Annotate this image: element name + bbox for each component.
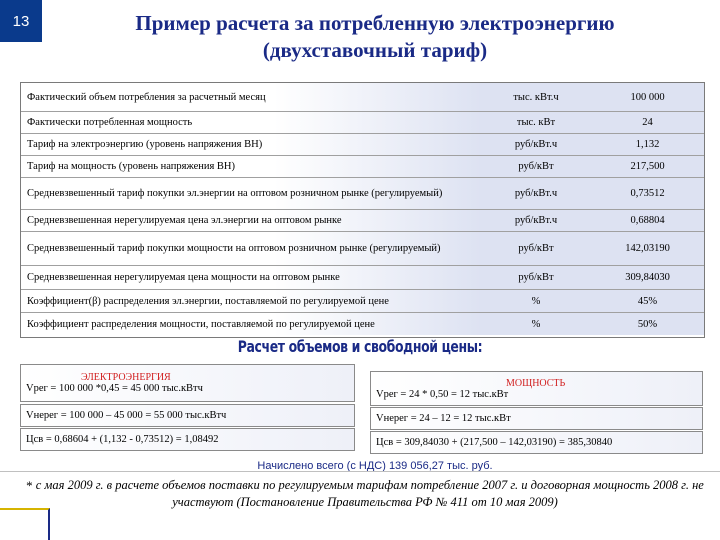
- row-value: 0,73512: [591, 178, 704, 209]
- page-title: [60, 10, 690, 64]
- row-label: Коэффициент распределения мощности, поставляемой по регулируемой цене: [21, 313, 481, 335]
- row-label: Средневзвешенная нерегулируемая цена эл.энергии на оптовом рынке: [21, 210, 481, 231]
- row-label: Тариф на мощность (уровень напряжения ВН): [21, 156, 481, 177]
- footnote-divider: [0, 471, 720, 472]
- row-label: Средневзвешенный тариф покупки эл.энергии на оптовом розничном рынке (регулируемый): [21, 178, 481, 209]
- energy-vreg: Vрег = 100 000 *0,45 = 45 000 тыс.кВтч: [26, 383, 203, 394]
- tariff-table: [20, 82, 705, 338]
- table-row: [21, 210, 704, 232]
- energy-vreg-box: [20, 364, 355, 402]
- row-unit: %: [481, 313, 591, 335]
- power-vreg-box: [370, 371, 703, 406]
- power-vreg: Vрег = 24 * 0,50 = 12 тыс.кВт: [376, 388, 509, 400]
- row-unit: тыс. кВт: [481, 112, 591, 133]
- table-row: [21, 178, 704, 210]
- power-header: МОЩНОСТЬ: [506, 377, 566, 389]
- power-vnereg-box: [370, 407, 703, 430]
- row-unit: тыс. кВт.ч: [481, 83, 591, 111]
- power-vnereg: Vнерег = 24 – 12 = 12 тыс.кВт: [376, 413, 511, 424]
- energy-vnereg: Vнерег = 100 000 – 45 000 = 55 000 тыс.кВтч: [26, 410, 227, 421]
- table-row: [21, 112, 704, 134]
- row-unit: руб/кВт.ч: [481, 178, 591, 209]
- table-row: [21, 83, 704, 112]
- row-label: Средневзвешенный тариф покупки мощности на оптовом розничном рынке (регулируемый): [21, 232, 481, 265]
- footnote: [20, 477, 710, 511]
- row-unit: руб/кВт: [481, 266, 591, 289]
- slide-number: 13: [0, 0, 42, 42]
- row-value: 50%: [591, 313, 704, 335]
- row-label: Фактически потребленная мощность: [21, 112, 481, 133]
- table-row: [21, 156, 704, 178]
- row-value: 100 000: [591, 83, 704, 111]
- row-value: 45%: [591, 290, 704, 312]
- energy-price: Цсв = 0,68604 + (1,132 - 0,73512) = 1,08492: [26, 434, 219, 445]
- row-unit: руб/кВт: [481, 232, 591, 265]
- table-row: [21, 313, 704, 335]
- row-value: 142,03190: [591, 232, 704, 265]
- section-title: Расчет объемов и свободной цены:: [237, 337, 483, 356]
- row-unit: руб/кВт.ч: [481, 134, 591, 155]
- table-row: [21, 232, 704, 266]
- power-price-box: [370, 431, 703, 454]
- row-unit: %: [481, 290, 591, 312]
- row-label: Коэффициент(β) распределения эл.энергии, поставляемой по регулируемой цене: [21, 290, 481, 312]
- row-value: 217,500: [591, 156, 704, 177]
- row-value: 24: [591, 112, 704, 133]
- footnote-text: с мая 2009 г. в расчете объемов поставки по регулируемым тарифам потребление 2007 г. и договорная мощность 2008 г. не участвуют (Постановление Правительства РФ № 411 от 10 мая 2009): [35, 478, 704, 509]
- row-label: Средневзвешенная нерегулируемая цена мощности на оптовом рынке: [21, 266, 481, 289]
- power-price: Цсв = 309,84030 + (217,500 – 142,03190) = 385,30840: [376, 437, 613, 448]
- row-value: 0,68804: [591, 210, 704, 231]
- row-label: Фактический объем потребления за расчетный месяц: [21, 83, 481, 111]
- table-row: [21, 290, 704, 313]
- row-value: 309,84030: [591, 266, 704, 289]
- energy-header: ЭЛЕКТРОЭНЕРГИЯ: [81, 372, 171, 383]
- row-label: Тариф на электроэнергию (уровень напряжения ВН): [21, 134, 481, 155]
- table-row: [21, 266, 704, 290]
- energy-vnereg-box: [20, 404, 355, 427]
- decorative-corner: [0, 508, 50, 540]
- footnote-star: *: [26, 478, 33, 493]
- total-charged: Начислено всего (с НДС) 139 056,27 тыс. руб.: [257, 460, 493, 472]
- title-line-2: (двухставочный тариф): [262, 38, 488, 62]
- row-unit: руб/кВт.ч: [481, 210, 591, 231]
- energy-price-box: [20, 428, 355, 451]
- row-unit: руб/кВт: [481, 156, 591, 177]
- row-value: 1,132: [591, 134, 704, 155]
- title-line-1: Пример расчета за потребленную электроэнергию: [135, 11, 615, 35]
- table-row: [21, 134, 704, 156]
